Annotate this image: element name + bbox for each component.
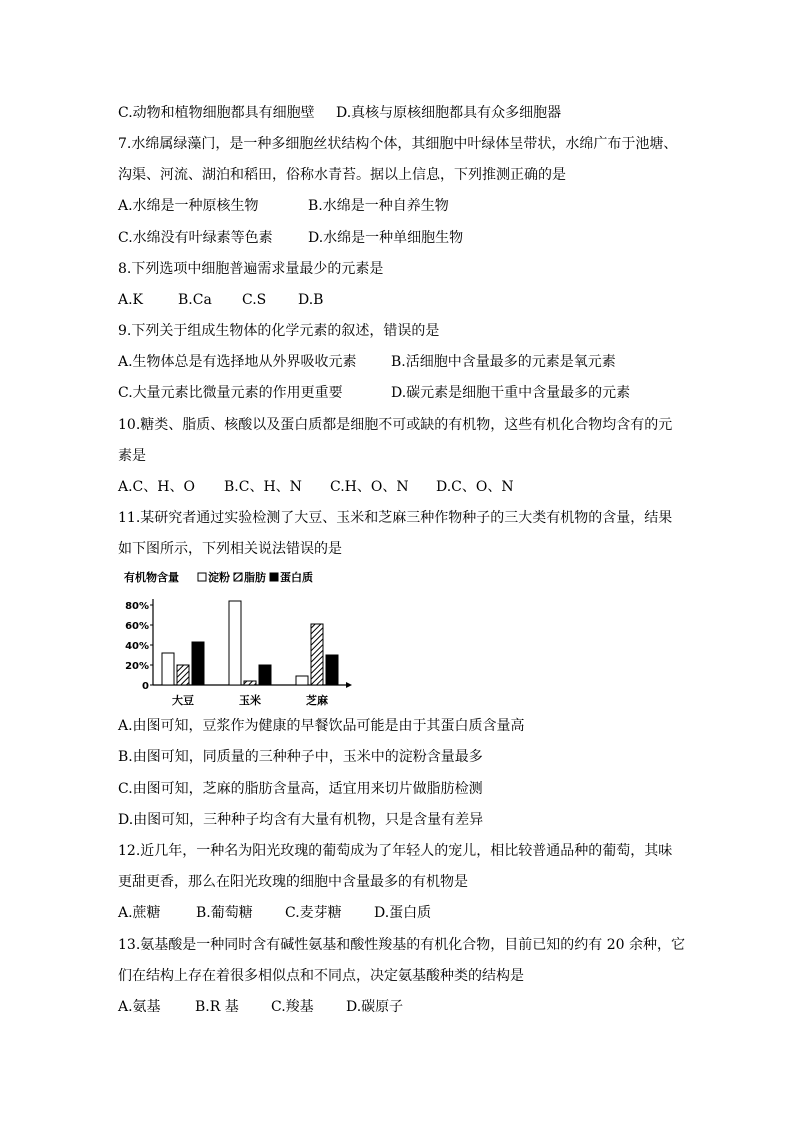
q7-stem-line1: 7.水绵属绿藻门，是一种多细胞丝状结构个体，其细胞中叶绿体呈带状，水绵广布于池塘、 <box>118 136 678 152</box>
y-tick-label-0: 0 <box>142 681 149 692</box>
x-tick-label-0: 大豆 <box>172 694 194 707</box>
q9-option-d: D.碳元素是细胞干重中含量最多的元素 <box>391 385 631 401</box>
chart-legend <box>124 570 313 584</box>
legend-swatch-1 <box>234 573 242 581</box>
q10-options <box>118 478 514 496</box>
bar-芝麻-脂肪 <box>311 624 323 685</box>
bar-chart <box>118 566 368 716</box>
x-tick-label-1: 玉米 <box>239 694 261 707</box>
y-tick-label-3: 60% <box>125 621 149 632</box>
q13-stem-line2: 们在结构上存在着很多相似点和不同点，决定氨基酸种类的结构是 <box>118 968 524 984</box>
legend-swatch-0 <box>198 573 206 581</box>
q13-option-b: B.R 基 <box>195 999 239 1015</box>
q10-stem-line1: 10.糖类、脂质、核酸以及蛋白质都是细胞不可或缺的有机物，这些有机化合物均含有的元 <box>118 417 673 433</box>
q9-option-a: A.生物体总是有选择地从外界吸收元素 <box>118 354 357 370</box>
q11-option-b: B.由图可知，同质量的三种种子中，玉米中的淀粉含量最多 <box>118 749 483 765</box>
q10-option-a: A.C、H、O <box>118 479 195 495</box>
bar-芝麻-淀粉 <box>296 676 308 685</box>
y-tick-label-2: 40% <box>125 641 149 652</box>
q13-stem-line1: 13.氨基酸是一种同时含有碱性氨基和酸性羧基的有机化合物，目前已知的约有 20 余种，它 <box>118 937 685 953</box>
q11-stem-line2: 如下图所示，下列相关说法错误的是 <box>118 541 342 557</box>
q13-option-c: C.羧基 <box>271 999 314 1015</box>
x-axis-arrow <box>346 682 352 688</box>
chart-plot-area <box>125 599 352 707</box>
q13-option-a: A.氨基 <box>118 999 161 1015</box>
bar-大豆-蛋白质 <box>192 642 204 685</box>
bar-玉米-脂肪 <box>244 681 256 685</box>
bar-芝麻-蛋白质 <box>326 655 338 685</box>
q8-option-d: D.B <box>298 292 324 308</box>
q8-stem: 8.下列选项中细胞普遍需求量最少的元素是 <box>118 261 384 277</box>
q6-option-c: C.动物和植物细胞都具有细胞壁 <box>118 105 315 121</box>
q12-stem-line2: 更甜更香，那么在阳光玫瑰的细胞中含量最多的有机物是 <box>118 874 468 890</box>
q9-option-b: B.活细胞中含量最多的元素是氧元素 <box>391 354 616 370</box>
q8-option-a: A.K <box>118 292 144 308</box>
q9-stem: 9.下列关于组成生物体的化学元素的叙述，错误的是 <box>118 323 440 339</box>
q6-option-d: D.真核与原核细胞都具有众多细胞器 <box>336 105 562 121</box>
q10-option-c: C.H、O、N <box>330 479 409 495</box>
x-tick-label-2: 芝麻 <box>306 694 328 707</box>
q7-option-a: A.水绵是一种原核生物 <box>118 198 259 214</box>
chart-title: 有机物含量 <box>124 571 179 584</box>
q12-option-a: A.蔗糖 <box>118 905 161 921</box>
legend-label-1: 脂肪 <box>244 571 266 584</box>
q11-option-c: C.由图可知，芝麻的脂肪含量高，适宜用来切片做脂肪检测 <box>118 781 483 797</box>
q7-option-b: B.水绵是一种自养生物 <box>308 198 449 214</box>
q12-option-c: C.麦芽糖 <box>285 905 342 921</box>
q11-stem-line1: 11.某研究者通过实验检测了大豆、玉米和芝麻三种作物种子的三大类有机物的含量，结果 <box>118 510 673 526</box>
y-tick-label-4: 80% <box>125 601 149 612</box>
q12-option-d: D.蛋白质 <box>374 905 432 921</box>
q8-option-c: C.S <box>242 292 267 308</box>
q13-options <box>118 998 403 1016</box>
bar-大豆-淀粉 <box>162 653 174 685</box>
q10-option-d: D.C、O、N <box>436 479 514 495</box>
q7-option-c: C.水绵没有叶绿素等色素 <box>118 230 273 246</box>
q12-stem-line1: 12.近几年，一种名为阳光玫瑰的葡萄成为了年轻人的宠儿，相比较普通品种的葡萄，其味 <box>118 843 673 859</box>
bar-玉米-淀粉 <box>229 601 241 685</box>
q7-options-cd <box>118 229 463 247</box>
q11-option-a: A.由图可知，豆浆作为健康的早餐饮品可能是由于其蛋白质含量高 <box>118 718 525 734</box>
q12-option-b: B.葡萄糖 <box>196 905 253 921</box>
legend-label-0: 淀粉 <box>208 571 230 584</box>
q8-options <box>118 291 323 309</box>
q7-option-d: D.水绵是一种单细胞生物 <box>308 230 464 246</box>
q9-option-c: C.大量元素比微量元素的作用更重要 <box>118 385 343 401</box>
q6-options <box>118 104 561 122</box>
bar-大豆-脂肪 <box>177 665 189 685</box>
q13-option-d: D.碳原子 <box>346 999 404 1015</box>
q10-stem-line2: 素是 <box>118 448 146 464</box>
q7-options-ab <box>118 197 449 215</box>
y-tick-label-1: 20% <box>125 661 149 672</box>
q7-stem-line2: 沟渠、河流、湖泊和稻田，俗称水青苔。据以上信息，下列推测正确的是 <box>118 167 566 183</box>
q12-options <box>118 904 431 922</box>
bar-玉米-蛋白质 <box>259 665 271 685</box>
q9-options-ab <box>118 353 616 371</box>
legend-label-2: 蛋白质 <box>280 571 313 584</box>
q10-option-b: B.C、H、N <box>224 479 302 495</box>
legend-swatch-2 <box>270 573 278 581</box>
q8-option-b: B.Ca <box>178 292 212 308</box>
q11-option-d: D.由图可知，三种种子均含有大量有机物，只是含量有差异 <box>118 812 484 828</box>
q9-options-cd <box>118 384 630 402</box>
